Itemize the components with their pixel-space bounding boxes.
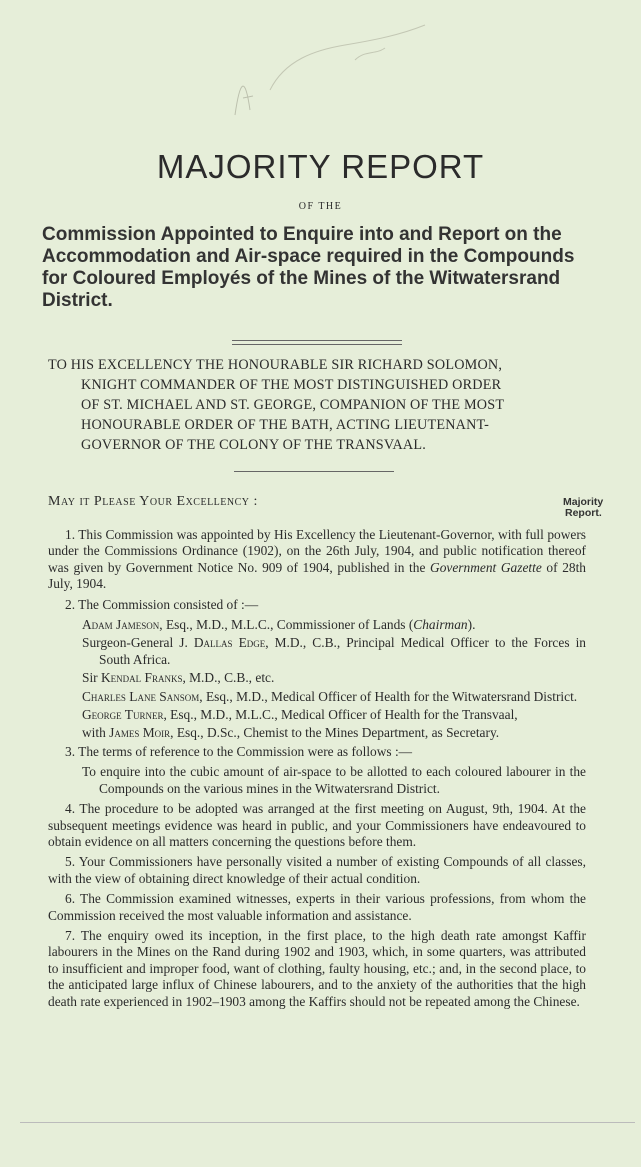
address-line: HONOURABLE ORDER OF THE BATH, ACTING LIEUTENANT-: [81, 417, 490, 433]
title-connector: OF THE: [298, 201, 343, 212]
address-line: TO HIS EXCELLENCY THE HONOURABLE SIR RICHARD SOLOMON,: [48, 357, 503, 373]
member-entry: with James Moir, Esq., D.Sc., Chemist to the Mines Department, as Secretary.: [82, 725, 500, 741]
address-line: OF ST. MICHAEL AND ST. GEORGE, COMPANION OF THE MOST: [81, 397, 505, 413]
member-entry: Charles Lane Sansom, Esq., M.D., Medical Officer of Health for the Witwatersrand District.: [82, 688, 578, 704]
margin-note-line: Report.: [565, 507, 602, 519]
address-block: [48, 355, 588, 455]
double-rule-divider: [232, 340, 402, 345]
member-entry: Surgeon-General J. Dallas Edge, M.D., C.B., Principal Medical Officer to the Forces in South Africa.: [82, 635, 586, 667]
page-title: MAJORITY REPORT: [156, 148, 485, 185]
margin-note: [563, 497, 623, 519]
member-entry: Adam Jameson, Esq., M.D., M.L.C., Commissioner of Lands (Chairman).: [82, 617, 476, 633]
terms-of-reference: To enquire into the cubic amount of air-space to be allotted to each coloured labourer in the Compounds on the various mines in the Witwatersrand District.: [82, 764, 586, 796]
bottom-edge-line: [20, 1122, 635, 1123]
salutation: May it Please Your Excellency :: [48, 494, 258, 509]
paragraph-2: 2. The Commission consisted of :—: [65, 596, 259, 612]
pencil-annotation: [225, 20, 485, 130]
rule-divider: [234, 471, 394, 472]
commission-title: Commission Appointed to Enquire into and Report on the Accommodation and Air-space required in the Compounds for Coloured Employés of the Mines of the Witwatersrand District.: [42, 224, 575, 311]
address-line: GOVERNOR OF THE COLONY OF THE TRANSVAAL.: [81, 437, 426, 453]
member-entry: George Turner, Esq., M.D., M.L.C., Medical Officer of Health for the Transvaal,: [82, 707, 518, 723]
paragraph-1: 1. This Commission was appointed by His Excellency the Lieutenant-Governor, with full powers under the Commissions Ordinance (1902), on the 26th July, 1904, and public notification thereof was given by Government Notice No. 909 of 1904, published in the Government Gazette of 28th July, 1904.: [48, 527, 586, 592]
member-entry: Sir Kendal Franks, M.D., C.B., etc.: [82, 670, 275, 686]
paragraph-6: 6. The Commission examined witnesses, experts in their various professions, from whom the Commission received the most valuable information and assistance.: [48, 891, 586, 923]
paragraph-7: 7. The enquiry owed its inception, in the first place, to the high death rate amongst Kaffir labourers in the Mines on the Rand during 1902 and 1903, which, in some quarters, was attributed to insufficient and improper food, want of clothing, faulty housing, etc.; and, in the second place, to the anticipated large influx of Chinese labourers, and to the anxiety of the authorities that the high death rate experienced in 1902–1903 among the Kaffirs should not be repeated among the Chinese.: [48, 927, 586, 1009]
address-line: KNIGHT COMMANDER OF THE MOST DISTINGUISHED ORDER: [81, 377, 502, 393]
paragraph-4: 4. The procedure to be adopted was arranged at the first meeting on August, 9th, 1904. At the subsequent meetings evidence was heard in public, and your Commissioners have endeavoured to obtain evidence on all matters concerning the questions before them.: [48, 801, 586, 849]
margin-note-line: Majority: [563, 496, 604, 508]
paragraph-5: 5. Your Commissioners have personally visited a number of existing Compounds of all classes, with the view of obtaining direct knowledge of their actual condition.: [48, 854, 586, 886]
report-body: [48, 527, 586, 1014]
paragraph-3: 3. The terms of reference to the Commission were as follows :—: [65, 743, 413, 759]
